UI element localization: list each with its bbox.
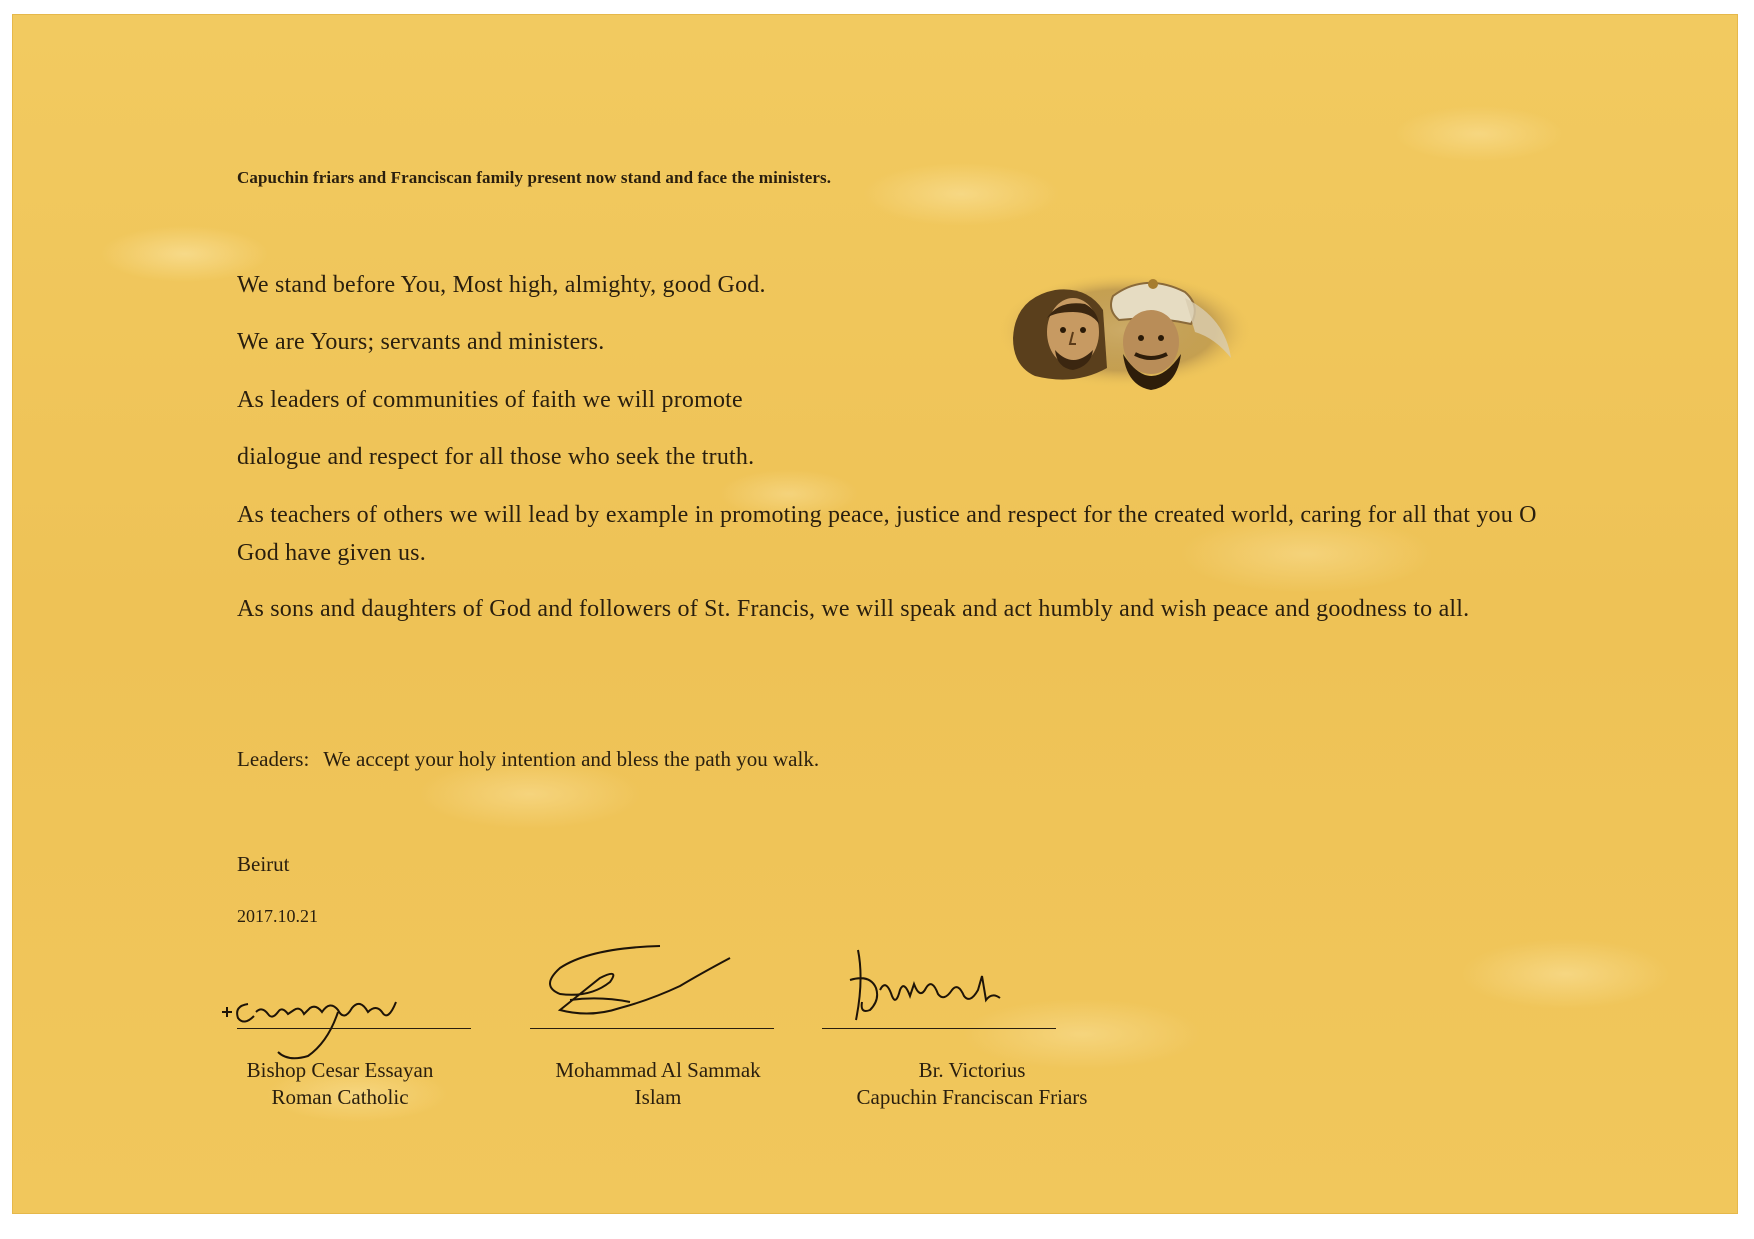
signatory-2-affiliation: Islam [634,1085,682,1109]
signature-line-2 [530,1028,774,1029]
date: 2017.10.21 [237,906,318,926]
paragraph-1: We stand before You, Most high, almighty, good God. [237,272,766,298]
signature-victorius [840,940,1040,1035]
signature-essayan [218,982,438,1067]
signatory-3-affiliation: Capuchin Franciscan Friars [856,1085,1088,1109]
paragraph-6: As sons and daughters of God and followers of St. Francis, we will speak and act humbly and wish peace and goodness to all. [237,596,1470,622]
saints-icon-image [995,258,1255,398]
leaders-response-text: We accept your holy intention and bless the path you walk. [323,747,820,771]
leaders-response [237,747,819,772]
signatory-3-name: Br. Victorius [918,1058,1026,1082]
signature-line-3 [822,1028,1056,1029]
leaders-label: Leaders: [237,747,310,771]
signature-line-1 [237,1028,471,1029]
signatory-1 [212,1057,468,1111]
paragraph-4: dialogue and respect for all those who seek the truth. [237,444,755,470]
paragraph-3: As leaders of communities of faith we will promote [237,387,743,413]
place: Beirut [237,852,290,876]
signatory-1-name: Bishop Cesar Essayan [246,1058,434,1082]
paragraph-5: As teachers of others we will lead by example in promoting peace, justice and respect for the created world, caring for all that you O God have given us. [237,502,1537,566]
intro-instruction: Capuchin friars and Franciscan family present now stand and face the ministers. [237,168,832,187]
signatory-3 [812,1057,1132,1111]
paragraph-2: We are Yours; servants and ministers. [237,329,605,355]
signatory-1-affiliation: Roman Catholic [271,1085,409,1109]
signatory-2 [530,1057,786,1111]
signatory-2-name: Mohammad Al Sammak [555,1058,761,1082]
